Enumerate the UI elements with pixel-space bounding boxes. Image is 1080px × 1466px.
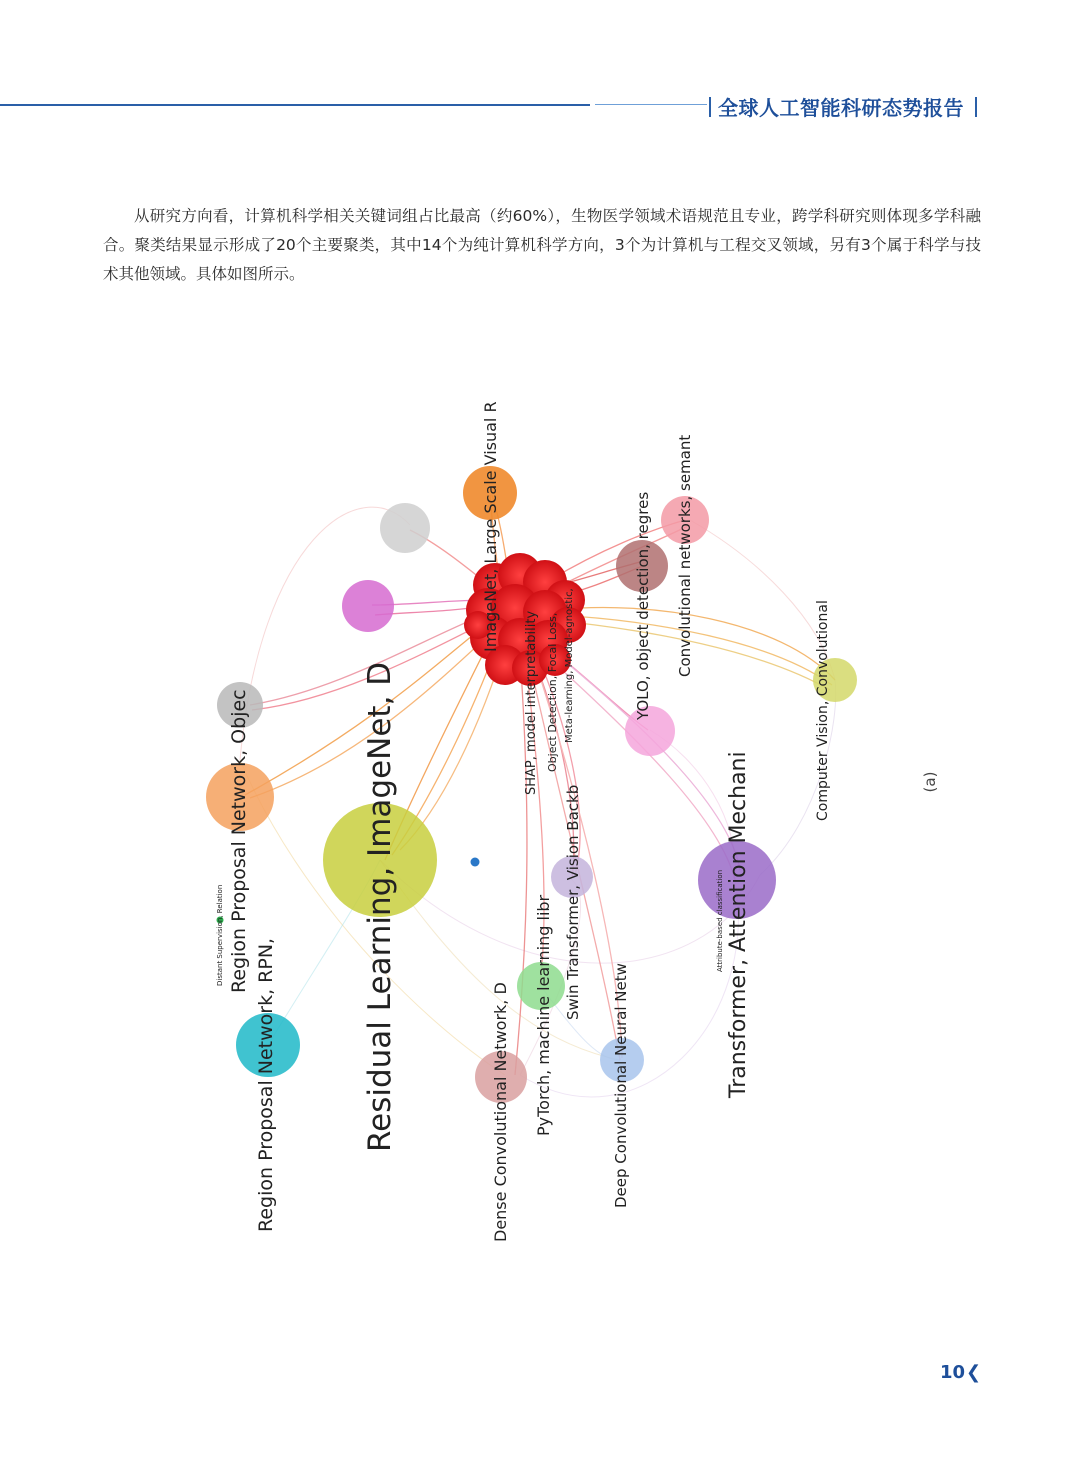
body-paragraph: 从研究方向看，计算机科学相关关键词组占比最高（约60%），生物医学领域术语规范且专业，跨学科研究则体现多学科融合。聚类结果显示形成了20个主要聚类，其中14个为纯计算机科学方向，3个为计算机与工程交叉领域，另有3个属于科学与技术其他领域。具体如图所示。 [103,207,981,283]
label-densenet: Dense Convolutional Network, D [491,982,510,1242]
label-cv-conv: Computer Vision, Convolutional [815,600,831,821]
label-residual: Residual Learning, ImageNet, D [362,661,398,1152]
figure-caption: (a) [921,771,939,793]
label-attribute: Attribute-based classification [716,869,724,972]
cluster-node-light-gray [380,503,430,553]
label-convnets-sem: Convolutional networks, semant [676,434,694,677]
label-pytorch: PyTorch, machine learning libr [534,894,553,1136]
cluster-labels [216,401,831,1242]
report-title: 全球人工智能科研态势报告 [718,96,964,120]
label-shap: SHAP, model interpretability [524,610,539,795]
cluster-node-magenta [342,580,394,632]
header-title-bracket-left [709,97,711,117]
label-distant: Distant Supervision, Relation [216,884,224,986]
header-title-bracket-right [975,97,977,117]
label-deep-conv: Deep Convolutional Neural Netw [612,963,630,1208]
label-rpn-a: Region Proposal Network, Objec [228,689,250,993]
label-objdet-focal: Object Detection, Focal Loss, [546,612,559,772]
header-rule-accent [595,104,707,105]
cluster-node-small-blue [471,858,480,867]
label-swin: Swin Transformer, Vision Backb [564,784,582,1020]
chevron-left-icon: ❮ [966,1362,982,1383]
label-meta: Meta-learning, Model-agnostic, [564,588,575,743]
header-rule [0,104,590,106]
label-rpn-b: Region Proposal Network, RPN, [255,937,277,1232]
label-imagenet-lsvr: ImageNet, Large Scale Visual R [481,401,500,652]
label-yolo: YOLO, object detection, regres [634,491,652,720]
page-number: 10 [940,1362,966,1383]
label-transformer: Transformer, Attention Mechani [726,751,751,1098]
